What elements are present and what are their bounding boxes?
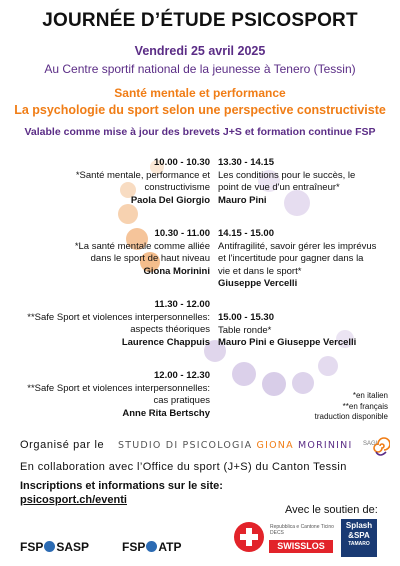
validity-note: Valable comme mise à jour des brevets J+S et formation continue FSP <box>24 126 376 138</box>
session-time: 10.00 - 10.30 <box>154 157 210 168</box>
globe-icon <box>146 541 157 552</box>
spiral-logo-icon <box>370 434 390 458</box>
note-line: *en italien <box>352 391 388 400</box>
logo-text: &SPA <box>348 531 370 540</box>
inscriptions-link[interactable]: psicosport.ch/eventi <box>20 494 127 506</box>
session-time: 12.00 - 12.30 <box>154 370 210 381</box>
session-left-1 <box>10 157 210 207</box>
session-desc-line: **Safe Sport et violences interpersonnelles: <box>27 311 210 323</box>
swiss-cross-icon <box>234 522 264 552</box>
theme-title: Santé mentale et performance <box>114 86 286 100</box>
session-speaker: Giuseppe Vercelli <box>218 278 298 290</box>
inscriptions-label: Inscriptions et informations sur le site: <box>20 480 223 492</box>
session-desc-line: cas pratiques <box>153 395 210 407</box>
fsp-atp-logo <box>122 540 181 554</box>
fsp-sasp-logo <box>20 540 89 554</box>
splash-spa-logo <box>341 519 377 557</box>
logo-text: Splash <box>345 521 373 530</box>
deco-dot <box>262 372 286 396</box>
session-time: 13.30 - 14.15 <box>218 157 274 168</box>
note-line: traduction disponible <box>314 412 388 421</box>
organizer-name <box>118 440 353 451</box>
session-speaker: Giona Morinini <box>143 265 210 277</box>
session-speaker: Laurence Chappuis <box>121 336 210 348</box>
logo-text: FSP <box>122 540 146 554</box>
logo-text: SASP <box>56 540 90 554</box>
page-title: JOURNÉE D’ÉTUDE PSICOSPORT <box>42 10 358 31</box>
session-desc-line: dans le sport de haut niveau <box>90 253 210 265</box>
note-line: **en français <box>342 401 388 411</box>
session-left-4 <box>10 370 210 420</box>
session-desc-line: **Safe Sport et violences interpersonnelles: <box>27 382 210 394</box>
event-date: Vendredi 25 avril 2025 <box>134 44 266 58</box>
logo-text: TAMARO <box>348 541 370 547</box>
session-left-2 <box>10 228 210 278</box>
organizer-name-part: STUDIO DI PSICOLOGIA <box>118 440 257 451</box>
session-desc-line: vie et dans le sport* <box>218 265 302 277</box>
organizer-label: Organisé par le <box>20 439 105 451</box>
session-right-3 <box>218 312 398 350</box>
session-desc-line: Les conditions pour le succès, le <box>218 169 356 181</box>
session-time: 14.15 - 15.00 <box>218 228 274 239</box>
session-desc-line: point de vue d'un entraîneur* <box>218 182 340 194</box>
deco-dot <box>232 362 256 386</box>
canton-text: Repubblica e Cantone Ticino DECS <box>270 524 334 536</box>
organizer-row <box>20 436 390 458</box>
session-time: 11.30 - 12.00 <box>154 299 210 310</box>
collaboration-line: En collaboration avec l’Office du sport (J+S) du Canton Tessin <box>20 461 347 473</box>
session-speaker: Anne Rita Bertschy <box>122 407 210 419</box>
organizer-name-part: MORININI <box>298 440 353 451</box>
logo-text: FSP <box>20 540 44 554</box>
session-desc-line: *Santé mentale, performance et <box>75 169 210 181</box>
logo-text: ATP <box>158 540 182 554</box>
session-right-2 <box>218 228 398 291</box>
organizer-name-part: GIONA <box>256 440 298 451</box>
session-desc-line: *La santé mentale comme alliée <box>74 240 210 252</box>
session-time: 10.30 - 11.00 <box>154 228 210 239</box>
session-speaker: Mauro Pini <box>218 194 267 206</box>
session-left-3 <box>10 299 210 349</box>
session-desc-line: Table ronde* <box>218 324 272 336</box>
session-time: 15.00 - 15.30 <box>218 312 274 323</box>
swisslos-logo: SWISSLOS <box>269 540 333 553</box>
session-desc-line: constructivisme <box>144 182 210 194</box>
session-speaker: Mauro Pini e Giuseppe Vercelli <box>218 337 357 349</box>
deco-dot <box>318 356 338 376</box>
session-speaker: Paola Del Giorgio <box>130 194 210 206</box>
language-notes <box>298 391 388 423</box>
session-desc-line: aspects théoriques <box>130 324 210 336</box>
session-desc-line: Antifragilité, savoir gérer les imprévus <box>218 240 377 252</box>
globe-icon <box>44 541 55 552</box>
event-venue: Au Centre sportif national de la jeunesse à Tenero (Tessin) <box>44 62 356 76</box>
session-right-1 <box>218 157 398 207</box>
theme-subtitle: La psychologie du sport selon une perspective constructiviste <box>14 103 386 117</box>
session-desc-line: et l'incertitude pour gagner dans la <box>218 253 364 265</box>
organizer-suffix: SAGL <box>363 441 380 447</box>
support-label: Avec le soutien de: <box>285 504 378 516</box>
